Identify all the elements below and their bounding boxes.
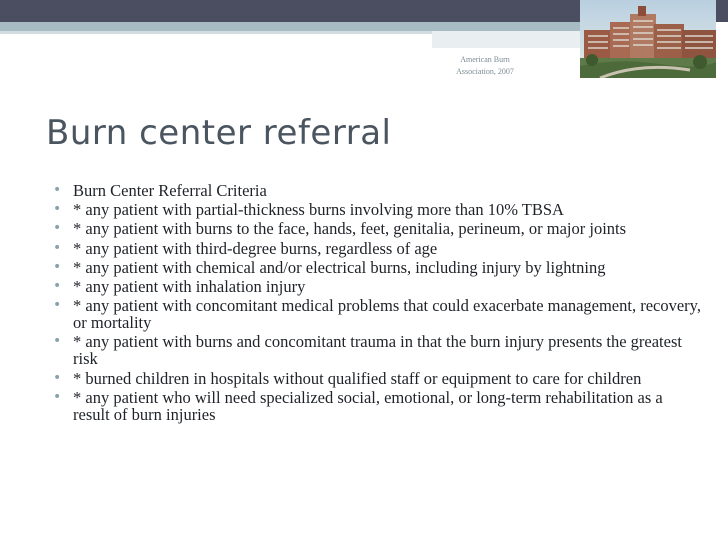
header-band	[0, 0, 580, 22]
bullet-item	[53, 201, 703, 218]
bullet-text: * any patient with burns to the face, hands, feet, genitalia, perineum, or major joints	[73, 219, 627, 239]
bullet-dot-icon: •	[53, 333, 62, 350]
bullet-text: * any patient with chemical and/or electrical burns, including injury by lightning	[73, 257, 606, 277]
accent-stripe	[0, 22, 580, 31]
bullet-item	[53, 333, 703, 367]
bullet-item	[53, 297, 703, 331]
bullet-text: * any patient with third-degree burns, regardless of age	[73, 238, 438, 258]
bullet-text: * any patient with concomitant medical problems that could exacerbate management, recovery, or mortality	[73, 296, 701, 333]
bullet-dot-icon: •	[53, 239, 62, 256]
bullet-dot-icon: •	[53, 258, 62, 275]
bullet-dot-icon: •	[53, 220, 62, 237]
bullet-item	[53, 259, 703, 276]
bullet-item	[53, 278, 703, 295]
bullet-item	[53, 370, 703, 387]
bullet-item	[53, 182, 703, 199]
accent-block	[432, 31, 580, 48]
citation-text: American Burn Association, 2007	[456, 55, 514, 76]
bullet-list	[53, 182, 703, 425]
bullet-text: * burned children in hospitals without qualified staff or equipment to care for children	[73, 368, 642, 388]
bullet-dot-icon: •	[53, 277, 62, 294]
bullet-text: Burn Center Referral Criteria	[73, 181, 267, 200]
slide-title: Burn center referral	[46, 113, 392, 153]
bullet-dot-icon: •	[53, 369, 62, 386]
bullet-text: * any patient with partial-thickness burns involving more than 10% TBSA	[73, 200, 564, 220]
bullet-dot-icon: •	[53, 297, 62, 314]
hospital-photo	[580, 0, 716, 78]
bullet-text: * any patient with inhalation injury	[73, 276, 306, 296]
bullet-item	[53, 240, 703, 257]
bullet-dot-icon: •	[53, 201, 62, 218]
bullet-text: * any patient who will need specialized social, emotional, or long-term rehabilitation as a result of burn injuries	[73, 387, 663, 424]
bullet-text: * any patient with burns and concomitant trauma in that the burn injury presents the greatest risk	[73, 332, 682, 369]
bullet-dot-icon: •	[53, 182, 62, 198]
bullet-dot-icon: •	[53, 388, 62, 405]
bullet-item	[53, 389, 703, 423]
bullet-item	[53, 220, 703, 237]
